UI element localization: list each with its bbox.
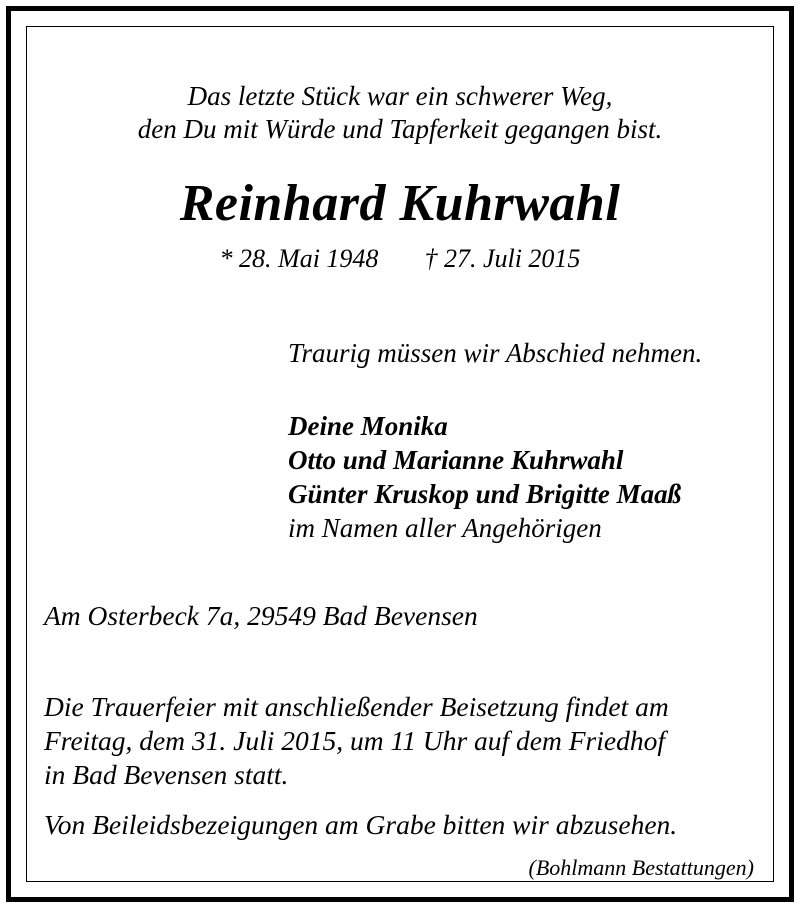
verse-line-1: Das letzte Stück war ein schwerer Weg, xyxy=(187,81,613,111)
funeral-line-2: Freitag, dem 31. Juli 2015, um 11 Uhr auf dem Friedhof xyxy=(44,725,665,756)
mourner-3: Günter Kruskop und Brigitte Maaß xyxy=(288,479,682,509)
mourner-1: Deine Monika xyxy=(288,411,448,441)
mourning-statement: Traurig müssen wir Abschied nehmen. xyxy=(288,338,703,368)
birth-date: * 28. Mai 1948 xyxy=(219,244,379,273)
condolence-note: Von Beileidsbezeigungen am Grabe bitten wir abzusehen. xyxy=(44,809,678,840)
funeral-line-3: in Bad Bevensen statt. xyxy=(44,759,289,790)
verse-line-2: den Du mit Würde und Tapferkeit gegangen bist. xyxy=(137,114,663,144)
funeral-line-1: Die Trauerfeier mit anschließender Beisetzung findet am xyxy=(44,691,669,722)
family-address: Am Osterbeck 7a, 29549 Bad Bevensen xyxy=(44,600,478,631)
death-date: † 27. Juli 2015 xyxy=(424,244,581,273)
life-dates xyxy=(0,243,800,275)
undertaker-name: (Bohlmann Bestattungen) xyxy=(528,855,754,880)
mourning-closing: im Namen aller Angehörigen xyxy=(288,513,602,543)
deceased-name: Reinhard Kuhrwahl xyxy=(179,175,621,232)
mourner-2: Otto und Marianne Kuhrwahl xyxy=(288,445,624,475)
